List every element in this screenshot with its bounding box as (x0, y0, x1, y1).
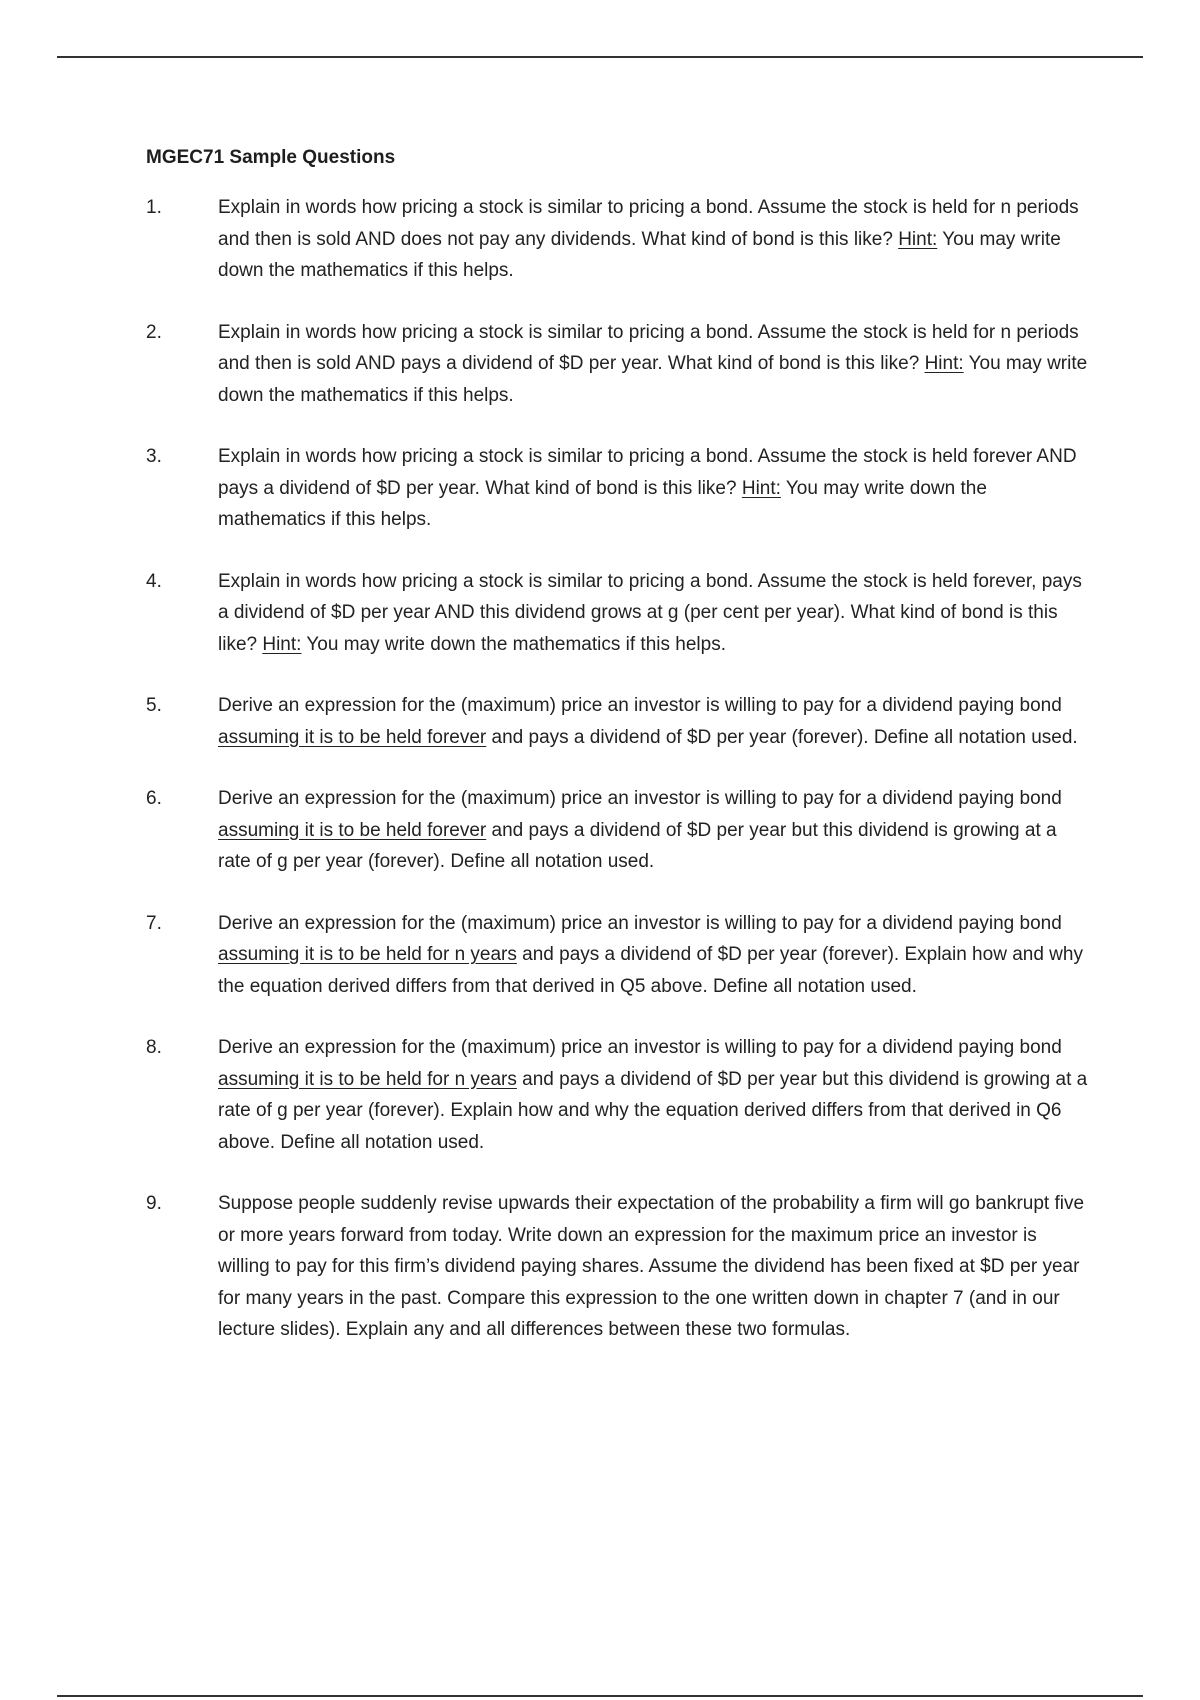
question-number: 8. (146, 1037, 162, 1058)
text-segment: Explain in words how pricing a stock is similar to pricing a bond. Assume the stock is held forever, pays a dividend of $D per year AND this dividend grows at g (per cent per year). What kind of bond is this like? (218, 570, 1082, 655)
text-segment: Derive an expression for the (maximum) price an investor is willing to pay for a dividend paying bond (218, 788, 1062, 809)
question-item (146, 441, 1091, 536)
text-segment: Derive an expression for the (maximum) price an investor is willing to pay for a dividend paying bond (218, 912, 1062, 934)
question-item (146, 317, 1091, 412)
underlined-phrase: Hint: (898, 228, 938, 250)
underlined-phrase: assuming it is to be held forever (218, 726, 487, 748)
text-segment: You may write down the mathematics if this helps. (301, 633, 726, 655)
text-segment: Explain in words how pricing a stock is similar to pricing a bond. Assume the stock is held for n periods and then is sold AND pays a dividend of $D per year. What kind of bond is this like? (218, 321, 1079, 374)
question-number: 3. (146, 446, 162, 467)
question-number: 4. (146, 570, 162, 592)
question-item (146, 783, 1091, 878)
question-item (146, 1188, 1091, 1346)
question-text (218, 783, 1091, 878)
underlined-phrase: Hint: (262, 633, 302, 655)
text-segment: Explain in words how pricing a stock is similar to pricing a bond. Assume the stock is held forever AND pays a dividend of $D per year. What kind of bond is this like? (218, 446, 1077, 499)
text-segment: and pays a dividend of $D per year but this dividend is growing at a rate of g per year (forever). Define all notation used. (218, 819, 1057, 872)
text-segment: You may write down the mathematics if this helps. (218, 477, 987, 530)
text-segment: Suppose people suddenly revise upwards their expectation of the probability a firm will go bankrupt five or more years forward from today. Write down an expression for the maximum price an investor is willing to pay for this firm’s dividend paying shares. Assume the dividend has been fixed at $D per year for many years in the past. Compare this expression to the one written down in chapter 7 (and in our lecture slides). Explain any and all differences between these two formulas. (218, 1193, 1085, 1340)
document-title: MGEC71 Sample Questions (146, 147, 396, 168)
underlined-phrase: assuming it is to be held forever (218, 819, 487, 841)
question-number: 1. (146, 197, 162, 218)
question-text (218, 1032, 1091, 1158)
underlined-phrase: Hint: (924, 353, 964, 374)
question-text (218, 441, 1091, 536)
underlined-phrase: assuming it is to be held for n years (218, 944, 517, 965)
text-segment: Explain in words how pricing a stock is similar to pricing a bond. Assume the stock is held for n periods and then is sold AND does not pay any dividends. What kind of bond is this like? (218, 197, 1079, 250)
text-segment: You may write down the mathematics if this helps. (218, 228, 1061, 281)
underlined-phrase: Hint: (741, 477, 781, 499)
question-item (146, 192, 1091, 287)
question-number: 9. (146, 1193, 162, 1214)
question-text (218, 566, 1091, 661)
text-segment: and pays a dividend of $D per year (forever). Explain how and why the equation derived differs from that derived in Q5 above. Define all notation used. (218, 944, 1083, 997)
question-number: 6. (146, 788, 162, 809)
question-number: 2. (146, 321, 162, 343)
question-number: 7. (146, 912, 162, 934)
text-segment: Derive an expression for the (maximum) price an investor is willing to pay for a dividend paying bond (218, 695, 1062, 716)
question-text (218, 690, 1091, 753)
text-segment: and pays a dividend of $D per year (forever). Define all notation used. (486, 726, 1078, 748)
text-segment: and pays a dividend of $D per year but this dividend is growing at a rate of g per year (forever). Explain how and why the equation derived differs from that derived in Q6 above. Define all notation used. (218, 1068, 1088, 1153)
question-item (146, 566, 1091, 661)
document-body (146, 144, 1091, 1376)
question-text (218, 317, 1091, 412)
text-segment: You may write down the mathematics if this helps. (218, 353, 1088, 406)
question-item (146, 1032, 1091, 1158)
question-text (218, 908, 1091, 1003)
question-text (218, 1188, 1091, 1346)
question-list (146, 192, 1091, 1346)
header-rule (57, 56, 1143, 58)
question-item (146, 690, 1091, 753)
text-segment: Derive an expression for the (maximum) price an investor is willing to pay for a dividend paying bond (218, 1037, 1062, 1058)
question-text (218, 192, 1091, 287)
footer-rule (57, 1695, 1143, 1697)
question-number: 5. (146, 695, 162, 716)
underlined-phrase: assuming it is to be held for n years (218, 1068, 517, 1090)
question-item (146, 908, 1091, 1003)
